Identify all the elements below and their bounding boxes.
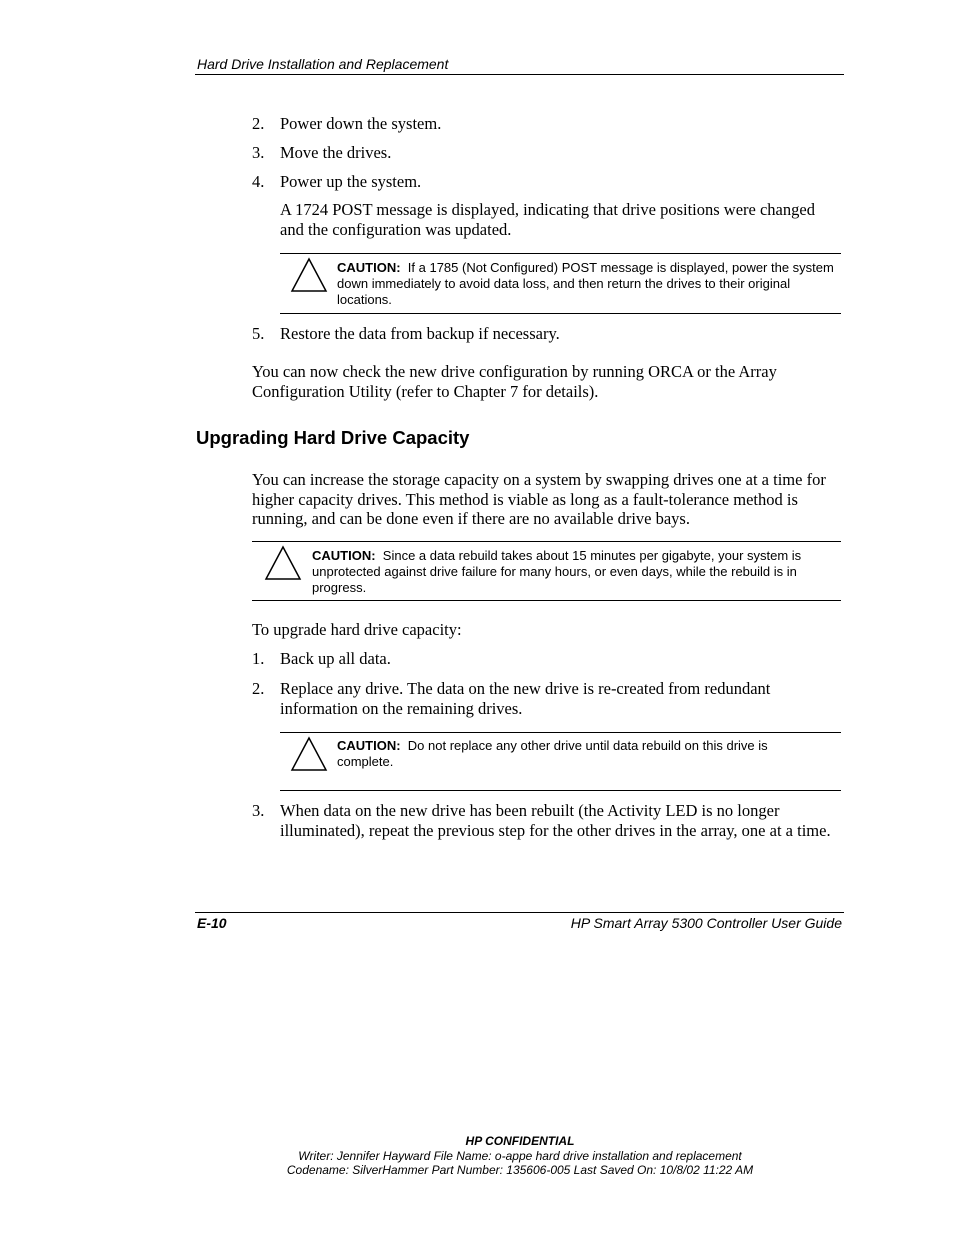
caution-text [337, 738, 817, 770]
caution-body: Do not replace any other drive until data rebuild on this drive is complete. [337, 738, 768, 769]
step-text: Restore the data from backup if necessary. [280, 324, 560, 343]
step-number: 3. [252, 801, 265, 820]
caution-text [337, 260, 837, 308]
header-rule [195, 74, 844, 75]
caution-body: Since a data rebuild takes about 15 minutes per gigabyte, your system is unprotected against drive failure for many hours, or even days, while the rebuild is in progress. [312, 548, 802, 595]
paragraph: You can increase the storage capacity on a system by swapping drives one at a time for higher capacity drives. This method is viable as long as a fault-tolerance method is running, and can be done even if there are no available drive bays. [252, 470, 826, 528]
caution-label: CAUTION: [337, 260, 401, 275]
caution-rule-top [280, 732, 841, 733]
step-text: Move the drives. [280, 143, 392, 162]
caution-triangle-icon [264, 545, 302, 581]
caution-text [312, 548, 844, 596]
step-number: 2. [252, 679, 265, 698]
caution-label: CAUTION: [312, 548, 376, 563]
section-heading: Upgrading Hard Drive Capacity [196, 427, 470, 448]
step-number: 1. [252, 649, 265, 668]
running-header: Hard Drive Installation and Replacement [197, 56, 449, 72]
step-number: 3. [252, 143, 265, 162]
caution-label: CAUTION: [337, 738, 401, 753]
confidential-writer-line: Writer: Jennifer Hayward File Name: o-appe hard drive installation and replacement [298, 1148, 742, 1163]
caution-rule-bottom [252, 600, 841, 601]
step-text: Replace any drive. The data on the new drive is re-created from redundant information on the remaining drives. [280, 679, 771, 718]
step-number: 5. [252, 324, 265, 343]
step-text: When data on the new drive has been rebuilt (the Activity LED is no longer illuminated), repeat the previous step for the other drives in the array, one at a time. [280, 801, 831, 840]
step-text: Power down the system. [280, 114, 442, 133]
step-number: 2. [252, 114, 265, 133]
confidential-title: HP CONFIDENTIAL [465, 1134, 575, 1148]
caution-rule-bottom [280, 790, 841, 791]
caution-rule-top [280, 253, 841, 254]
caution-rule-top [252, 541, 841, 542]
guide-title: HP Smart Array 5300 Controller User Guide [570, 915, 842, 931]
caution-triangle-icon [290, 736, 328, 772]
page-number: E-10 [197, 915, 227, 931]
paragraph: To upgrade hard drive capacity: [252, 620, 462, 639]
step-number: 4. [252, 172, 265, 191]
step-text: Back up all data. [280, 649, 391, 668]
footer-rule [195, 912, 844, 913]
confidential-block [0, 1134, 954, 1178]
caution-rule-bottom [280, 313, 841, 314]
caution-body: If a 1785 (Not Configured) POST message is displayed, power the system down immediately to avoid data loss, and then return the drives to their original locations. [337, 260, 834, 307]
confidential-codename-line: Codename: SilverHammer Part Number: 135606-005 Last Saved On: 10/8/02 11:22 AM [286, 1163, 754, 1177]
step-note: A 1724 POST message is displayed, indicating that drive positions were changed and the configuration was updated. [280, 200, 815, 239]
step-text: Power up the system. [280, 172, 422, 191]
caution-triangle-icon [290, 257, 328, 293]
paragraph: You can now check the new drive configuration by running ORCA or the Array Configuration Utility (refer to Chapter 7 for details). [252, 362, 777, 401]
